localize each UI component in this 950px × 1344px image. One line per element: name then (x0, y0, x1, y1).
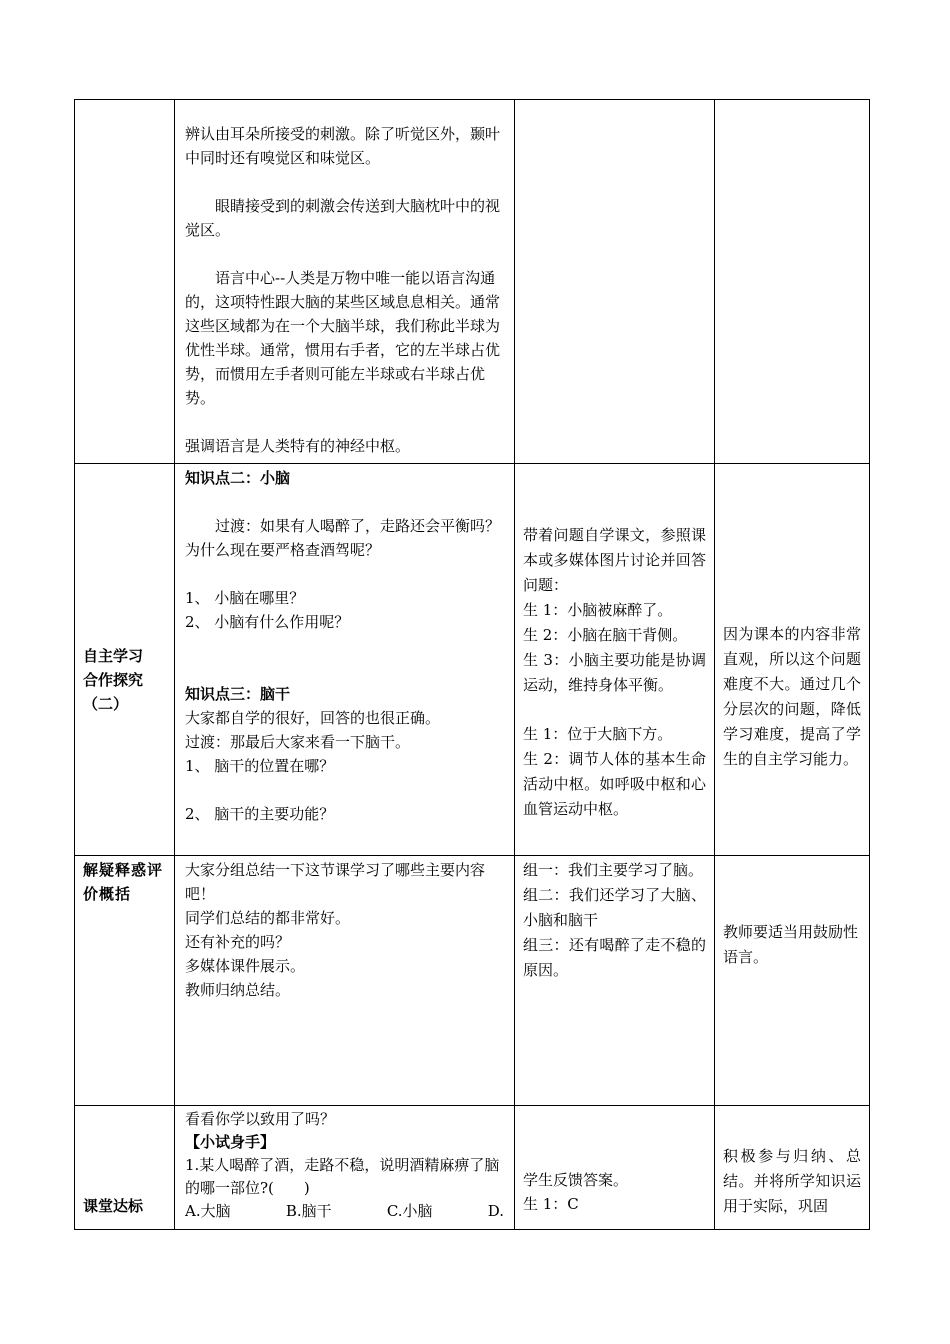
paragraph: 多媒体课件展示。 (185, 957, 306, 975)
quiz-question: 1.某人喝醉了酒，走路不稳，说明酒精麻痹了脑的哪一部位?( ) (185, 1156, 500, 1197)
quiz-option: A.大脑 (185, 1202, 231, 1220)
paragraph: 看看你学以致用了吗？ (185, 1110, 336, 1128)
section-title: 【小试身手】 (185, 1133, 276, 1151)
design-note: 教师要适当用鼓励性语言。 (723, 923, 859, 966)
teacher-activity-cell (175, 100, 515, 464)
student-answer: 生 2：小脑在脑干背侧。 (523, 626, 688, 644)
teacher-activity-cell (175, 1106, 515, 1230)
paragraph: 过渡：那最后大家来看一下脑干。 (185, 733, 411, 751)
paragraph: 大家分组总结一下这节课学习了哪些主要内容吧！ (185, 861, 486, 903)
teacher-activity-cell (175, 856, 515, 1106)
design-note: 积极参与归纳、总结。并将所学知识运用于实际，巩固 (723, 1147, 861, 1215)
design-intent-cell (715, 1106, 870, 1230)
quiz-option: C.小脑 (386, 1202, 433, 1220)
paragraph: 辨认由耳朵所接受的刺激。除了听觉区外，颞叶中同时还有嗅觉区和味觉区。 (185, 125, 501, 167)
paragraph: 强调语言是人类特有的神经中枢。 (185, 437, 411, 455)
row-label-cell (75, 1106, 175, 1230)
table-row (75, 1106, 870, 1230)
knowledge-point-title: 知识点二：小脑 (185, 469, 291, 487)
row-label-cell (75, 100, 175, 464)
knowledge-point-title: 知识点三：脑干 (185, 685, 291, 703)
question-item: 2、 小脑有什么作用呢？ (185, 613, 350, 631)
question-item: 2、 脑干的主要功能？ (185, 805, 335, 823)
design-intent-cell (715, 100, 870, 464)
quiz-option: B.脑干 (285, 1202, 332, 1220)
row-label: 解疑释惑评价概括 (83, 861, 164, 903)
student-answer: 生 1：C (523, 1195, 579, 1213)
student-activity-cell (515, 1106, 715, 1230)
paragraph: 语言中心--人类是万物中唯一能以语言沟通的，这项特性跟大脑的某些区域息息相关。通常这些区域都为在一个大脑半球，我们称此半球为优性半球。通常，惯用右手者，它的左半球占优势，而惯用左手者则可能左半球或右半球占优势。 (185, 269, 501, 407)
row-label-cell (75, 856, 175, 1106)
row-label: （二） (83, 694, 129, 713)
question-item: 1、 脑干的位置在哪？ (185, 757, 335, 775)
row-label: 自主学习 (83, 646, 144, 665)
table-row (75, 464, 870, 856)
student-answer: 组一：我们主要学习了脑。 (523, 861, 704, 879)
quiz-options (185, 1200, 506, 1223)
student-answer: 生 1：位于大脑下方。 (523, 725, 673, 743)
paragraph: 还有补充的吗？ (185, 933, 291, 951)
design-intent-cell (715, 856, 870, 1106)
design-note: 因为课本的内容非常直观，所以这个问题难度不大。通过几个分层次的问题，降低学习难度，提高了学生的自主学习能力。 (723, 625, 861, 768)
paragraph: 过渡：如果有人喝醉了，走路还会平衡吗？为什么现在要严格查酒驾呢？ (185, 517, 501, 559)
student-answer: 生 1：小脑被麻醉了。 (523, 601, 673, 619)
row-label-cell (75, 464, 175, 856)
paragraph: 带着问题自学课文，参照课本或多媒体图片讨论并回答问题： (523, 526, 706, 594)
student-answer: 组三：还有喝醉了走不稳的原因。 (523, 936, 706, 979)
student-answer: 生 2：调节人体的基本生命活动中枢。如呼吸中枢和心血管运动中枢。 (523, 750, 706, 818)
question-item: 1、 小脑在哪里？ (185, 589, 305, 607)
paragraph: 眼睛接受到的刺激会传送到大脑枕叶中的视觉区。 (185, 197, 501, 239)
row-label: 课堂达标 (83, 1197, 144, 1215)
design-intent-cell (715, 464, 870, 856)
paragraph: 大家都自学的很好，回答的也很正确。 (185, 709, 441, 727)
quiz-option: D. (487, 1202, 504, 1220)
student-answer: 生 3：小脑主要功能是协调运动，维持身体平衡。 (523, 651, 706, 694)
paragraph: 教师归纳总结。 (185, 981, 291, 999)
student-activity-cell (515, 464, 715, 856)
row-label: 合作探究 (83, 670, 144, 689)
student-answer: 组二：我们还学习了大脑、小脑和脑干 (523, 886, 706, 929)
table-row (75, 100, 870, 464)
student-activity-cell (515, 856, 715, 1106)
table-row (75, 856, 870, 1106)
paragraph: 同学们总结的都非常好。 (185, 909, 351, 927)
teacher-activity-cell (175, 464, 515, 856)
student-answer: 学生反馈答案。 (523, 1171, 629, 1189)
student-activity-cell (515, 100, 715, 464)
lesson-plan-table (74, 99, 870, 1230)
